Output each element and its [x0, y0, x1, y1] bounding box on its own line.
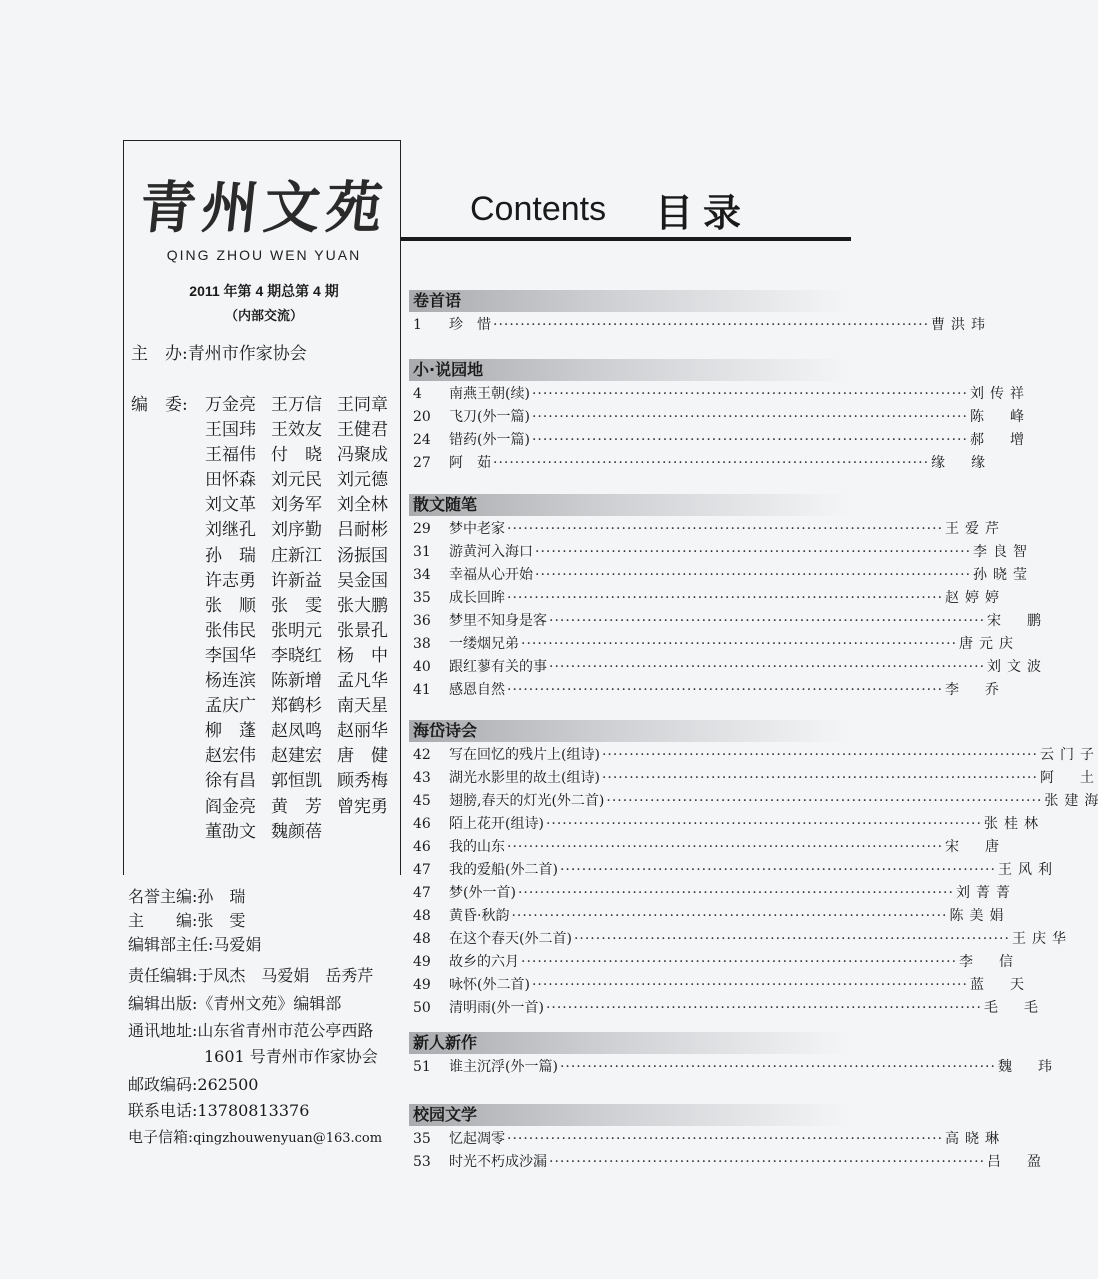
entry-author: 王风利	[997, 862, 1052, 878]
section-title: 卷首语	[409, 290, 849, 312]
dot-leader: ················································································	[493, 455, 930, 471]
staff-row	[128, 1074, 258, 1096]
entry-title: 梦(外一首)	[449, 885, 516, 901]
dot-leader: ················································································	[531, 386, 968, 402]
staff-label: 电子信箱:	[128, 1128, 194, 1146]
staff-label: 联系电话:	[128, 1101, 198, 1120]
staff-label: 名誉主编:	[128, 887, 198, 906]
staff-row	[128, 1100, 309, 1122]
editor-name: 张大鹏	[337, 595, 388, 616]
toc-entry[interactable]	[409, 564, 1028, 587]
editor-name: 魏颜蓓	[271, 821, 322, 842]
dot-leader: ················································································	[507, 682, 944, 698]
entry-page-number: 38	[413, 636, 431, 652]
toc-entry[interactable]	[409, 951, 1014, 974]
entry-page-number: 1	[413, 317, 422, 333]
entry-page-number: 35	[413, 590, 431, 606]
entry-author: 李良智	[973, 544, 1028, 560]
entry-page-number: 46	[413, 839, 431, 855]
entry-title: 忆起凋零	[449, 1131, 505, 1147]
header-rule	[401, 237, 851, 241]
entry-page-number: 20	[413, 409, 431, 425]
staff-value: 于凤杰 马爱娟 岳秀芹	[197, 966, 374, 985]
entry-page-number: 46	[413, 816, 431, 832]
editor-name: 杨 中	[337, 645, 388, 666]
dot-leader: ················································································	[559, 862, 996, 878]
entry-page-number: 27	[413, 455, 431, 471]
dot-leader: ················································································	[507, 1131, 944, 1147]
staff-label: 编辑部主任:	[128, 935, 214, 954]
toc-entry[interactable]	[409, 905, 1004, 928]
editor-name: 南天星	[337, 696, 388, 717]
editor-name: 张 雯	[271, 595, 322, 616]
dot-leader: ················································································	[535, 544, 972, 560]
toc-entry[interactable]	[409, 790, 1098, 813]
entry-title: 时光不朽成沙漏	[449, 1154, 547, 1170]
entry-title: 梦中老家	[449, 521, 505, 537]
editor-name: 张明元	[271, 620, 322, 641]
entry-title: 咏怀(外二首)	[449, 977, 530, 993]
editor-name: 赵丽华	[337, 721, 388, 742]
entry-author: 毛 毛	[983, 1000, 1038, 1016]
entry-title: 珍 惜	[449, 317, 491, 333]
editor-name: 刘全林	[337, 495, 388, 516]
entry-title: 故乡的六月	[449, 954, 519, 970]
dot-leader: ················································································	[535, 567, 972, 583]
editor-name: 柳 蓬	[205, 721, 256, 742]
entry-author: 张桂林	[983, 816, 1038, 832]
editor-name: 徐有昌	[205, 771, 256, 792]
entry-page-number: 51	[413, 1059, 431, 1075]
toc-section	[409, 1104, 1042, 1174]
entry-title: 写在回忆的残片上(组诗)	[449, 747, 600, 763]
entry-page-number: 47	[413, 862, 431, 878]
toc-section	[409, 359, 1024, 475]
entry-author: 陈 峰	[969, 409, 1024, 425]
editor-name: 吕耐彬	[337, 520, 388, 541]
staff-label: 邮政编码:	[128, 1075, 198, 1094]
entry-page-number: 34	[413, 567, 431, 583]
toc-entry[interactable]	[409, 836, 1000, 859]
entry-page-number: 48	[413, 931, 431, 947]
entry-title: 翅膀,春天的灯光(外二首)	[449, 793, 605, 809]
entry-title: 谁主沉浮(外一篇)	[449, 1059, 558, 1075]
entry-page-number: 36	[413, 613, 431, 629]
entry-author: 唐元庆	[959, 636, 1014, 652]
editor-name: 刘元德	[337, 470, 388, 491]
toc-entry[interactable]	[409, 429, 1024, 452]
organizer-row	[131, 342, 307, 366]
dot-leader: ················································································	[549, 613, 986, 629]
editor-name: 郭恒凯	[271, 771, 322, 792]
dot-leader: ················································································	[549, 659, 986, 675]
entry-page-number: 45	[413, 793, 431, 809]
staff-value: 山东省青州市范公亭西路	[197, 1021, 374, 1040]
editor-name: 王效友	[271, 420, 322, 441]
editor-name: 庄新江	[271, 545, 322, 566]
editor-name: 阎金亮	[205, 796, 256, 817]
entry-author: 缘 缘	[931, 455, 986, 471]
entry-page-number: 29	[413, 521, 431, 537]
entry-author: 蓝 天	[969, 977, 1024, 993]
staff-row	[128, 993, 341, 1015]
entry-page-number: 4	[413, 386, 422, 402]
entry-author: 刘文波	[987, 659, 1042, 675]
toc-section	[409, 494, 1042, 702]
editor-name: 许志勇	[205, 570, 256, 591]
entry-title: 清明雨(外一首)	[449, 1000, 544, 1016]
entry-title: 我的山东	[449, 839, 505, 855]
dot-leader: ················································································	[531, 409, 968, 425]
toc-entry[interactable]	[409, 997, 1038, 1020]
toc-entry[interactable]	[409, 1151, 1042, 1174]
toc-entry[interactable]	[409, 610, 1042, 633]
entry-author: 刘传祥	[969, 386, 1024, 402]
entry-title: 跟红蓼有关的事	[449, 659, 547, 675]
staff-row	[128, 886, 245, 908]
editor-name: 顾秀梅	[337, 771, 388, 792]
staff-row	[128, 965, 373, 987]
staff-row	[128, 1126, 382, 1150]
entry-page-number: 50	[413, 1000, 431, 1016]
issue-number: 2011 年第 4 期总第 4 期	[189, 283, 339, 299]
staff-value: 1601 号青州市作家协会	[204, 1047, 378, 1066]
editor-name: 王国玮	[205, 420, 256, 441]
staff-value: 孙 瑞	[197, 887, 246, 906]
entry-title: 阿 茹	[449, 455, 491, 471]
editor-name: 李晓红	[271, 645, 322, 666]
entry-page-number: 49	[413, 977, 431, 993]
entry-author: 云门子	[1039, 747, 1094, 763]
entry-page-number: 40	[413, 659, 431, 675]
editor-name: 王同章	[337, 395, 388, 415]
entry-title: 在这个春天(外二首)	[449, 931, 572, 947]
contents-heading-zh: 目录	[655, 191, 752, 235]
editor-name: 李国华	[205, 645, 256, 666]
entry-page-number: 53	[413, 1154, 431, 1170]
section-title: 新人新作	[409, 1032, 849, 1054]
editor-name: 刘序勤	[271, 520, 322, 541]
entry-author: 曹洪玮	[931, 317, 986, 333]
staff-value: 13780813376	[197, 1101, 310, 1120]
editor-name: 万金亮	[205, 395, 256, 415]
editor-name: 赵凤鸣	[271, 721, 322, 742]
entry-author: 宋 鹏	[987, 613, 1042, 629]
editor-name: 唐 健	[337, 746, 388, 767]
editor-name: 郑鹤杉	[271, 696, 322, 717]
staff-value: 262500	[197, 1075, 259, 1094]
toc-entry[interactable]	[409, 541, 1028, 564]
section-title: 海岱诗会	[409, 720, 849, 742]
toc-entry[interactable]	[409, 928, 1066, 951]
entry-title: 梦里不知身是客	[449, 613, 547, 629]
toc-entry[interactable]	[409, 406, 1024, 429]
toc-entry[interactable]	[409, 1128, 1000, 1151]
entry-author: 阿 土	[1039, 770, 1094, 786]
editor-name: 汤振国	[337, 545, 388, 566]
dot-leader: ················································································	[601, 747, 1038, 763]
dot-leader: ················································································	[521, 636, 958, 652]
staff-label: 主 编:	[128, 911, 198, 930]
toc-entry[interactable]	[409, 383, 1024, 406]
toc-entry[interactable]	[409, 974, 1024, 997]
dot-leader: ················································································	[507, 590, 944, 606]
entry-title: 黄昏·秋韵	[449, 908, 510, 924]
entry-page-number: 49	[413, 954, 431, 970]
entry-page-number: 43	[413, 770, 431, 786]
entry-title: 飞刀(外一篇)	[449, 409, 530, 425]
editor-name: 刘元民	[271, 470, 322, 491]
editor-name: 冯聚成	[337, 445, 388, 466]
editor-name: 孟凡华	[337, 671, 388, 692]
staff-value: 张 雯	[197, 911, 246, 930]
entry-author: 高晓琳	[945, 1131, 1000, 1147]
staff-value: qingzhouwenyuan@163.com	[193, 1131, 383, 1146]
dot-leader: ················································································	[521, 954, 958, 970]
entry-author: 孙晓莹	[973, 567, 1028, 583]
toc-entry[interactable]	[409, 452, 986, 475]
toc-entry[interactable]	[409, 767, 1094, 790]
toc-entry[interactable]	[409, 1056, 1052, 1079]
toc-entry[interactable]	[409, 744, 1094, 767]
toc-entry[interactable]	[409, 859, 1052, 882]
editor-name: 王万信	[271, 395, 322, 415]
editor-name: 赵建宏	[271, 746, 322, 767]
staff-row	[128, 1020, 373, 1042]
editorial-board-list	[205, 393, 405, 845]
toc-entry[interactable]	[409, 656, 1042, 679]
staff-row	[128, 910, 245, 932]
entry-title: 成长回眸	[449, 590, 505, 606]
editor-name: 吴金国	[337, 570, 388, 591]
editor-name: 陈新增	[271, 671, 322, 692]
toc-entry[interactable]	[409, 679, 1000, 702]
staff-row	[128, 934, 261, 956]
entry-page-number: 42	[413, 747, 431, 763]
dot-leader: ················································································	[545, 816, 982, 832]
entry-author: 李 信	[959, 954, 1014, 970]
editor-name: 许新益	[271, 570, 322, 591]
editor-name: 王福伟	[205, 445, 256, 466]
editor-name: 孙 瑞	[205, 545, 256, 566]
toc-entry[interactable]	[409, 314, 986, 337]
dot-leader: ················································································	[531, 432, 968, 448]
entry-title: 感恩自然	[449, 682, 505, 698]
entry-author: 李 乔	[945, 682, 1000, 698]
dot-leader: ················································································	[549, 1154, 986, 1170]
dot-leader: ················································································	[573, 931, 1010, 947]
toc-entry[interactable]	[409, 882, 1010, 905]
entry-title: 错药(外一篇)	[449, 432, 530, 448]
entry-author: 陈美娟	[949, 908, 1004, 924]
entry-author: 郝 增	[969, 432, 1024, 448]
editor-name: 赵宏伟	[205, 746, 256, 767]
toc-entry[interactable]	[409, 587, 1000, 610]
entry-title: 一缕烟兄弟	[449, 636, 519, 652]
toc-entry[interactable]	[409, 633, 1014, 656]
toc-section	[409, 720, 1098, 1020]
entry-author: 魏 玮	[997, 1059, 1052, 1075]
editor-name: 黄 芳	[271, 796, 322, 817]
staff-label: 通讯地址:	[128, 1021, 198, 1040]
dot-leader: ················································································	[507, 521, 944, 537]
editor-name: 董劭文	[205, 821, 256, 842]
editor-name: 王健君	[337, 420, 388, 441]
dot-leader: ················································································	[559, 1059, 996, 1075]
entry-title: 南燕王朝(续)	[449, 386, 530, 402]
editor-name: 刘务军	[271, 495, 322, 516]
editor-name: 杨连滨	[205, 671, 256, 692]
toc-entry[interactable]	[409, 518, 1000, 541]
toc-section	[409, 1032, 1052, 1079]
staff-row	[204, 1046, 378, 1068]
entry-title: 湖光水影里的故土(组诗)	[449, 770, 600, 786]
section-title: 小·说园地	[409, 359, 849, 381]
dot-leader: ················································································	[517, 885, 954, 901]
entry-author: 王爱芹	[945, 521, 1000, 537]
entry-page-number: 24	[413, 432, 431, 448]
entry-author: 张建海	[1044, 793, 1098, 809]
editor-name: 张 顺	[205, 595, 256, 616]
editor-name: 孟庆广	[205, 696, 256, 717]
entry-author: 王庆华	[1011, 931, 1066, 947]
entry-title: 陌上花开(组诗)	[449, 816, 544, 832]
editor-name: 刘继孔	[205, 520, 256, 541]
dot-leader: ················································································	[511, 908, 948, 924]
entry-page-number: 47	[413, 885, 431, 901]
dot-leader: ················································································	[601, 770, 1038, 786]
dot-leader: ················································································	[545, 1000, 982, 1016]
section-title: 校园文学	[409, 1104, 849, 1126]
entry-page-number: 35	[413, 1131, 431, 1147]
staff-value: 马爱娟	[213, 935, 262, 954]
internal-circulation-note: （内部交流）	[224, 308, 303, 323]
staff-label: 编辑出版:	[128, 994, 198, 1013]
toc-section	[409, 290, 986, 337]
editor-name: 曾宪勇	[337, 796, 388, 817]
editor-name: 张景孔	[337, 620, 388, 641]
dot-leader: ················································································	[507, 839, 944, 855]
organizer-label: 主 办:	[131, 344, 188, 364]
magazine-pinyin: QING ZHOU WEN YUAN	[166, 247, 362, 263]
staff-label: 责任编辑:	[128, 966, 198, 985]
staff-value: 《青州文苑》编辑部	[197, 994, 342, 1013]
editor-name: 付 晓	[271, 445, 322, 466]
entry-author: 宋 唐	[945, 839, 1000, 855]
editor-name: 张伟民	[205, 620, 256, 641]
dot-leader: ················································································	[531, 977, 968, 993]
editor-name: 田怀森	[205, 470, 256, 491]
contents-heading-en: Contents	[470, 190, 607, 228]
entry-title: 游黄河入海口	[449, 544, 533, 560]
entry-page-number: 31	[413, 544, 431, 560]
editor-name: 刘文革	[205, 495, 256, 516]
entry-title: 幸福从心开始	[449, 567, 533, 583]
toc-entry[interactable]	[409, 813, 1038, 836]
dot-leader: ················································································	[606, 793, 1043, 809]
magazine-logo: 青州文苑	[136, 175, 392, 241]
entry-author: 刘菁菁	[955, 885, 1010, 901]
entry-title: 我的爱船(外二首)	[449, 862, 558, 878]
entry-page-number: 48	[413, 908, 431, 924]
editors-label: 编 委:	[131, 395, 188, 415]
entry-author: 赵婷婷	[945, 590, 1000, 606]
dot-leader: ················································································	[493, 317, 930, 333]
entry-author: 吕 盈	[987, 1154, 1042, 1170]
organizer-value: 青州市作家协会	[187, 344, 307, 364]
section-title: 散文随笔	[409, 494, 849, 516]
entry-page-number: 41	[413, 682, 431, 698]
